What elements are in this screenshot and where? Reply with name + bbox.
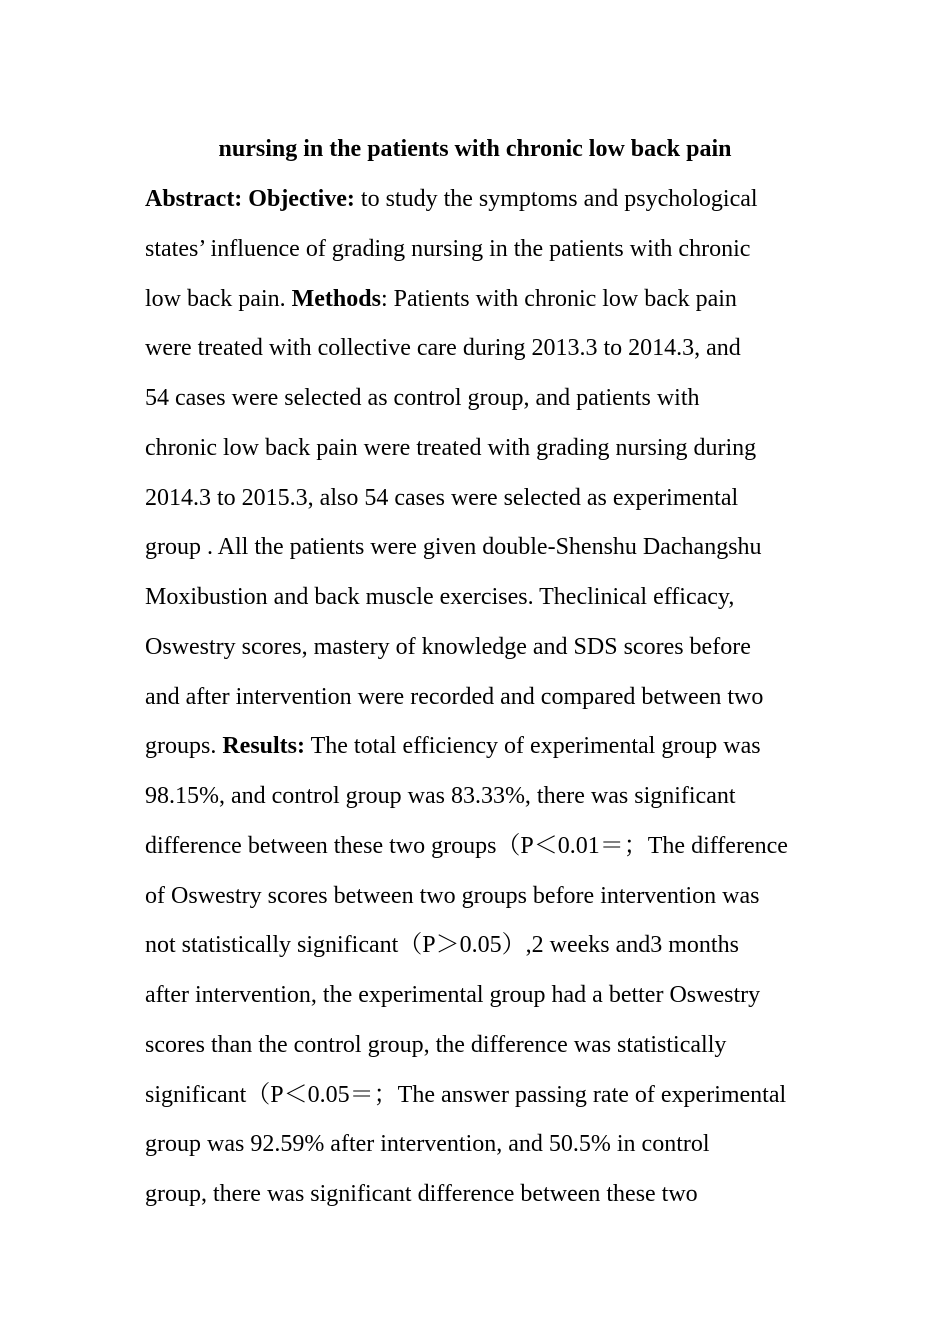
- abstract-text: were treated with collective care during 2013.3 to 2014.3, and: [145, 335, 741, 362]
- abstract-line: [145, 374, 825, 424]
- abstract-text: difference between these two groups（P＜0.01＝；The difference: [145, 832, 788, 859]
- abstract-text: to study the symptoms and psychological: [354, 186, 758, 212]
- abstract-heading: Abstract: Objective:: [145, 186, 355, 212]
- abstract-line: [145, 673, 825, 723]
- abstract-text: significant（P＜0.05＝；The answer passing rate of experimental: [145, 1081, 787, 1108]
- abstract-line: [145, 1021, 825, 1071]
- abstract-text: and after intervention were recorded and compared between two: [145, 683, 764, 710]
- abstract-heading: Methods: [291, 285, 381, 312]
- abstract-line: [145, 424, 825, 474]
- abstract-paragraph: [145, 175, 825, 1220]
- abstract-line: [145, 175, 825, 225]
- abstract-text: Moxibustion and back muscle exercises. Theclinical efficacy,: [145, 584, 735, 610]
- abstract-line: [145, 1071, 825, 1121]
- abstract-line: [145, 523, 825, 573]
- abstract-line: [145, 275, 825, 325]
- abstract-text: states’ influence of grading nursing in the patients with chronic: [145, 235, 751, 262]
- abstract-line: [145, 1120, 825, 1170]
- abstract-text: 54 cases were selected as control group, and patients with: [145, 385, 700, 411]
- abstract-text: Oswestry scores, mastery of knowledge and SDS scores before: [145, 633, 751, 660]
- abstract-line: [145, 573, 825, 623]
- abstract-text: not statistically significant（P＞0.05）,2 weeks and3 months: [145, 932, 739, 959]
- abstract-line: [145, 324, 825, 374]
- abstract-text: scores than the control group, the difference was statistically: [145, 1031, 727, 1058]
- abstract-line: [145, 474, 825, 524]
- abstract-text: low back pain.: [145, 285, 292, 312]
- abstract-line: [145, 623, 825, 673]
- abstract-line: [145, 872, 825, 922]
- abstract-text: chronic low back pain were treated with grading nursing during: [145, 434, 757, 461]
- abstract-heading: Results:: [222, 733, 306, 760]
- abstract-text: groups.: [145, 733, 223, 760]
- abstract-line: [145, 921, 825, 971]
- abstract-line: [145, 722, 825, 772]
- abstract-text: group was 92.59% after intervention, and 50.5% in control: [145, 1131, 710, 1158]
- document-title: nursing in the patients with chronic low back pain: [218, 136, 732, 162]
- abstract-line: [145, 225, 825, 275]
- abstract-text: The total efficiency of experimental group was: [305, 733, 761, 760]
- abstract-text: 98.15%, and control group was 83.33%, there was significant: [145, 783, 736, 809]
- abstract-line: [145, 822, 825, 872]
- abstract-line: [145, 1170, 825, 1220]
- abstract-text: : Patients with chronic low back pain: [380, 285, 737, 312]
- abstract-text: after intervention, the experimental group had a better Oswestry: [145, 982, 761, 1008]
- abstract-text: group . All the patients were given double-Shenshu Dachangshu: [145, 534, 762, 561]
- abstract-text: 2014.3 to 2015.3, also 54 cases were selected as experimental: [145, 484, 739, 511]
- abstract-line: [145, 772, 825, 822]
- abstract-text: of Oswestry scores between two groups before intervention was: [145, 882, 760, 909]
- abstract-line: [145, 971, 825, 1021]
- abstract-text: group, there was significant difference between these two: [145, 1181, 698, 1207]
